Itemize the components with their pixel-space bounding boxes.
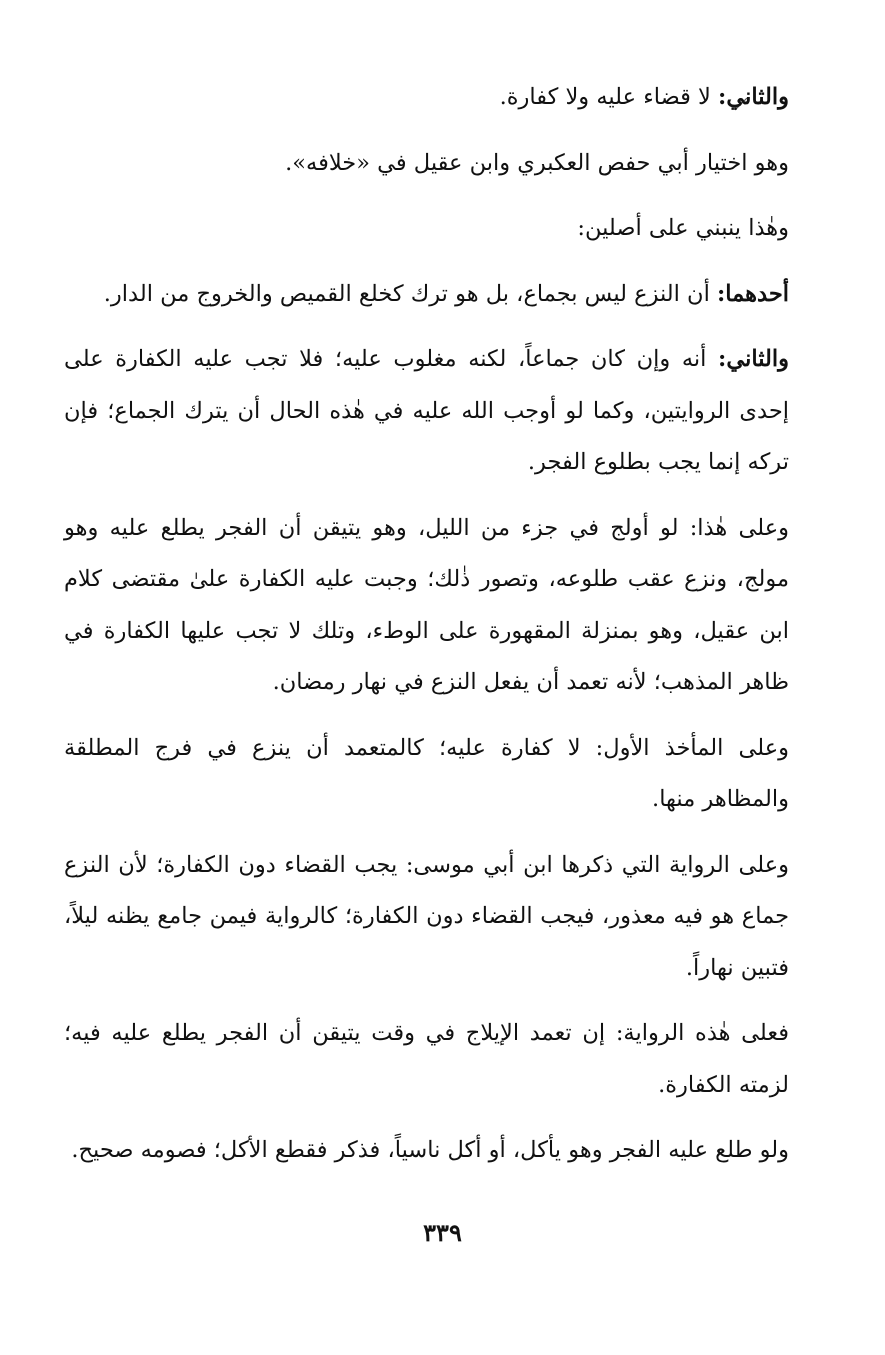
paragraph [64, 1008, 789, 1111]
paragraph-text: أنه وإن كان جماعاً، لكنه مغلوب عليه؛ فلا تجب عليه الكفارة على إحدى الروايتين، وكما لو أوجب الله عليه في هٰذه الحال أن يترك الجماع؛ فإن تركه إنما يجب بطلوع الفجر. [64, 346, 789, 475]
paragraph-text: وعلى هٰذا: لو أولج في جزء من الليل، وهو يتيقن أن الفجر يطلع عليه وهو مولج، ونزع عقب طلوعه، وتصور ذٰلك؛ وجبت عليه الكفارة علىٰ مقتضى كلام ابن عقيل، وهو بمنزلة المقهورة على الوطء، وتلك لا تجب عليها الكفارة في ظاهر المذهب؛ لأنه تعمد أن يفعل النزع في نهار رمضان. [64, 514, 789, 695]
paragraph [64, 138, 789, 190]
paragraph-text: لا قضاء عليه ولا كفارة. [499, 84, 719, 110]
paragraph [64, 840, 789, 995]
paragraph-lead: أحدهما: [716, 280, 789, 307]
page-number: ٣٣٩ [423, 1218, 462, 1247]
paragraph-text: وعلى المأخذ الأول: لا كفارة عليه؛ كالمتعمد أن ينزع في فرج المطلقة والمظاهر منها. [64, 734, 789, 812]
paragraph-lead: والثاني: [718, 84, 789, 110]
paragraph [64, 503, 789, 709]
paragraph [64, 334, 789, 489]
body-text [64, 72, 789, 1191]
paragraph [64, 1125, 789, 1177]
paragraph [64, 723, 789, 826]
paragraph-text: وهو اختيار أبي حفص العكبري وابن عقيل في «خلافه». [285, 149, 789, 176]
paragraph-text: أن النزع ليس بجماع، بل هو ترك كخلع القميص والخروج من الدار. [103, 280, 717, 307]
paragraph-text: ولو طلع عليه الفجر وهو يأكل، أو أكل ناسياً، فذكر فقطع الأكل؛ فصومه صحيح. [71, 1137, 789, 1163]
paragraph [64, 72, 789, 124]
paragraph-text: فعلى هٰذه الرواية: إن تعمد الإيلاج في وقت يتيقن أن الفجر يطلع عليه فيه؛ لزمته الكفارة. [64, 1020, 789, 1098]
paragraph-text: وهٰذا ينبني على أصلين: [577, 215, 789, 241]
paragraph-text: وعلى الرواية التي ذكرها ابن أبي موسى: يجب القضاء دون الكفارة؛ لأن النزع جماع هو فيه معذور، فيجب القضاء دون الكفارة؛ كالرواية فيمن جامع يظنه ليلاً، فتبين نهاراً. [64, 851, 789, 981]
paragraph-lead: والثاني: [718, 346, 789, 372]
paragraph [64, 269, 789, 321]
paragraph [64, 203, 789, 255]
